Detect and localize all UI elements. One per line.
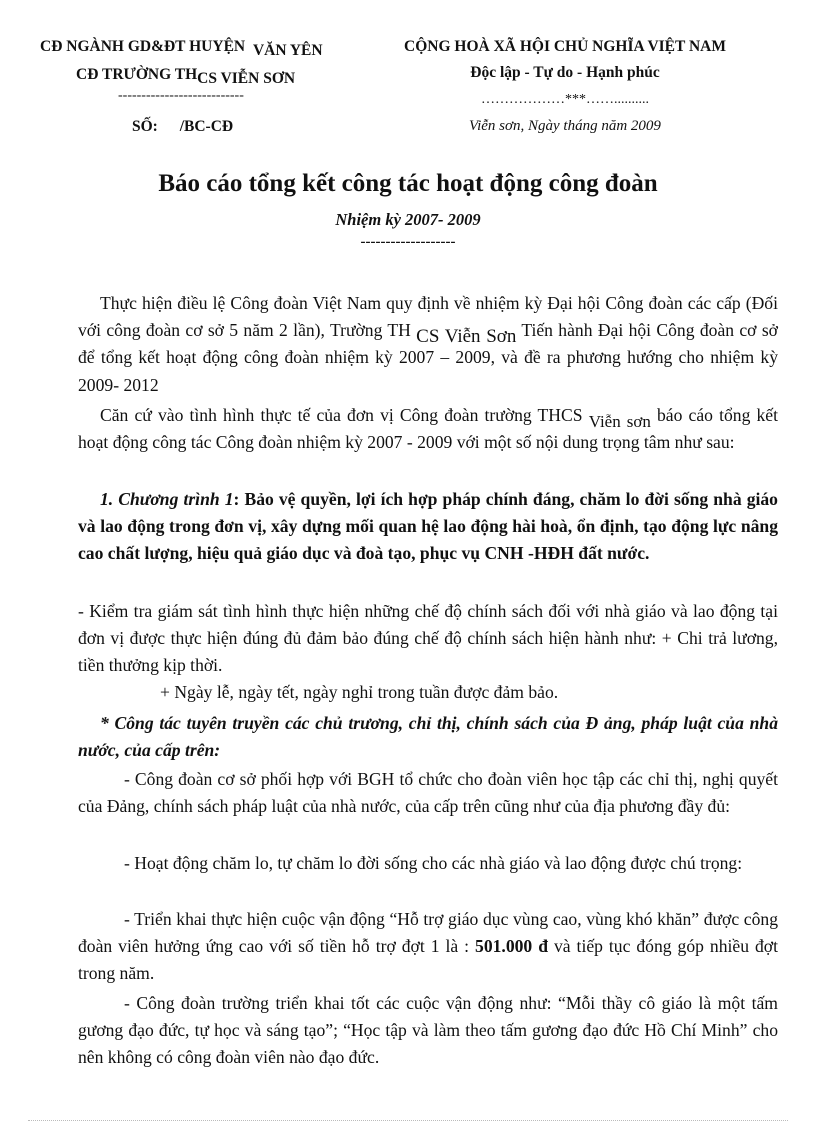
report-title: Báo cáo tổng kết công tác hoạt động công đoàn — [158, 170, 658, 197]
number-value: /BC-CĐ — [179, 118, 234, 135]
motto-separator: ………………***…….......... — [481, 92, 649, 107]
paragraph-welfare: - Hoạt động chăm lo, tự chăm lo đời sống cho các nhà giáo và lao động được chú trọng: — [124, 853, 743, 873]
program-1-label: 1. Chương trình 1 — [100, 489, 234, 509]
title-rule: ------------------- — [360, 234, 456, 250]
paragraph-inspection: - Kiểm tra giám sát tình hình thực hiện những chế độ chính sách đối với nhà giáo và lao động tại đơn vị được thực hiện đúng đủ đảm bảo đúng chế độ chính sách hiện hành như: + Chi trả lương, tiền thưởng kịp thời. — [78, 601, 778, 676]
school-union-text: CĐ TRƯỜNG TH — [76, 66, 198, 83]
program-1-heading — [78, 486, 778, 568]
national-title: CỘNG HOÀ XÃ HỘI CHỦ NGHĨA VIỆT NAM — [404, 38, 726, 55]
paragraph-basis: Căn cứ vào tình hình thực tế của đơn vị Công đoàn trường THCS Viễn sơn báo cáo tổng kết hoạt động công tác Công đoàn nhiệm kỳ 2007 - 2009 với một số nội dung trọng tâm như sau: — [78, 405, 779, 453]
union-name-line2 — [76, 66, 296, 87]
national-motto: Độc lập - Tự do - Hạnh phúc — [470, 64, 660, 81]
school-name-inline: Viễn sơn — [588, 412, 651, 431]
report-term: Nhiệm kỳ 2007- 2009 — [335, 210, 481, 229]
district-name: VĂN YÊN — [252, 42, 323, 59]
paragraph-movements: - Công đoàn trường triển khai tốt các cuộc vận động như: “Mỗi thầy cô giáo là một tấm gương đạo đức, tự học và sáng tạo”; “Học tập và làm theo tấm gương đạo đức Hồ Chí Minh” cho nên không có công đoàn viên nào đạo đức. — [78, 993, 778, 1068]
union-name-line1 — [40, 38, 323, 59]
section-propaganda-heading: * Công tác tuyên truyền các chủ trương, chỉ thị, chính sách của Đ ảng, pháp luật của nhà nước, của cấp trên: — [78, 713, 778, 761]
header-divider: --------------------------- — [118, 88, 244, 103]
paragraph-coordination: - Công đoàn cơ sở phối hợp với BGH tổ chức cho đoàn viên học tập các chỉ thị, nghị quyết của Đảng, chính sách pháp luật của nhà nước, của cấp trên cũng như của địa phương đầy đủ: — [78, 769, 778, 817]
paragraph-intro: Thực hiện điều lệ Công đoàn Việt Nam quy định về nhiệm kỳ Đại hội Công đoàn các cấp (Đối với công đoàn cơ sở 5 năm 2 lần), Trường TH CS Viễn Sơn Tiến hành Đại hội Công đoàn cơ sở để tổng kết hoạt động công đoàn nhiệm kỳ 2007 – 2009, và đề ra phương hướng cho nhiệm kỳ 2009- 2012 — [78, 293, 778, 395]
district-union-text: CĐ NGÀNH GD&ĐT HUYỆN — [40, 38, 246, 55]
school-name: CS VIỄN SƠN — [197, 70, 296, 87]
program-1-text: : Bảo vệ quyền, lợi ích hợp pháp chính đáng, chăm lo đời sống nhà giáo và lao động trong đơn vị, xây dựng mối quan hệ lao động hài hoà, ổn định, tạo động lực nâng cao chất lượng, hiệu quả giáo dục và đoà tạo, phục vụ CNH -HĐH đất nước. — [78, 489, 778, 564]
number-label: SỐ: — [132, 118, 158, 135]
support-amount: 501.000 đ — [475, 936, 548, 957]
document-number — [132, 118, 233, 136]
paragraph-holidays: + Ngày lễ, ngày tết, ngày nghỉ trong tuần được đảm bảo. — [160, 682, 559, 702]
place-date: Viễn sơn, Ngày tháng năm 2009 — [469, 118, 661, 134]
paragraph-campaign: - Triển khai thực hiện cuộc vận động “Hỗ trợ giáo dục vùng cao, vùng khó khăn” được công đoàn viên hưởng ứng cao với số tiền hỗ trợ đợt 1 là : 501.000 đ và tiếp tục đóng góp nhiều đợt trong năm. — [78, 909, 778, 984]
school-name-inline: CS Viễn Sơn — [416, 326, 517, 348]
page-bottom-border — [28, 1120, 788, 1121]
